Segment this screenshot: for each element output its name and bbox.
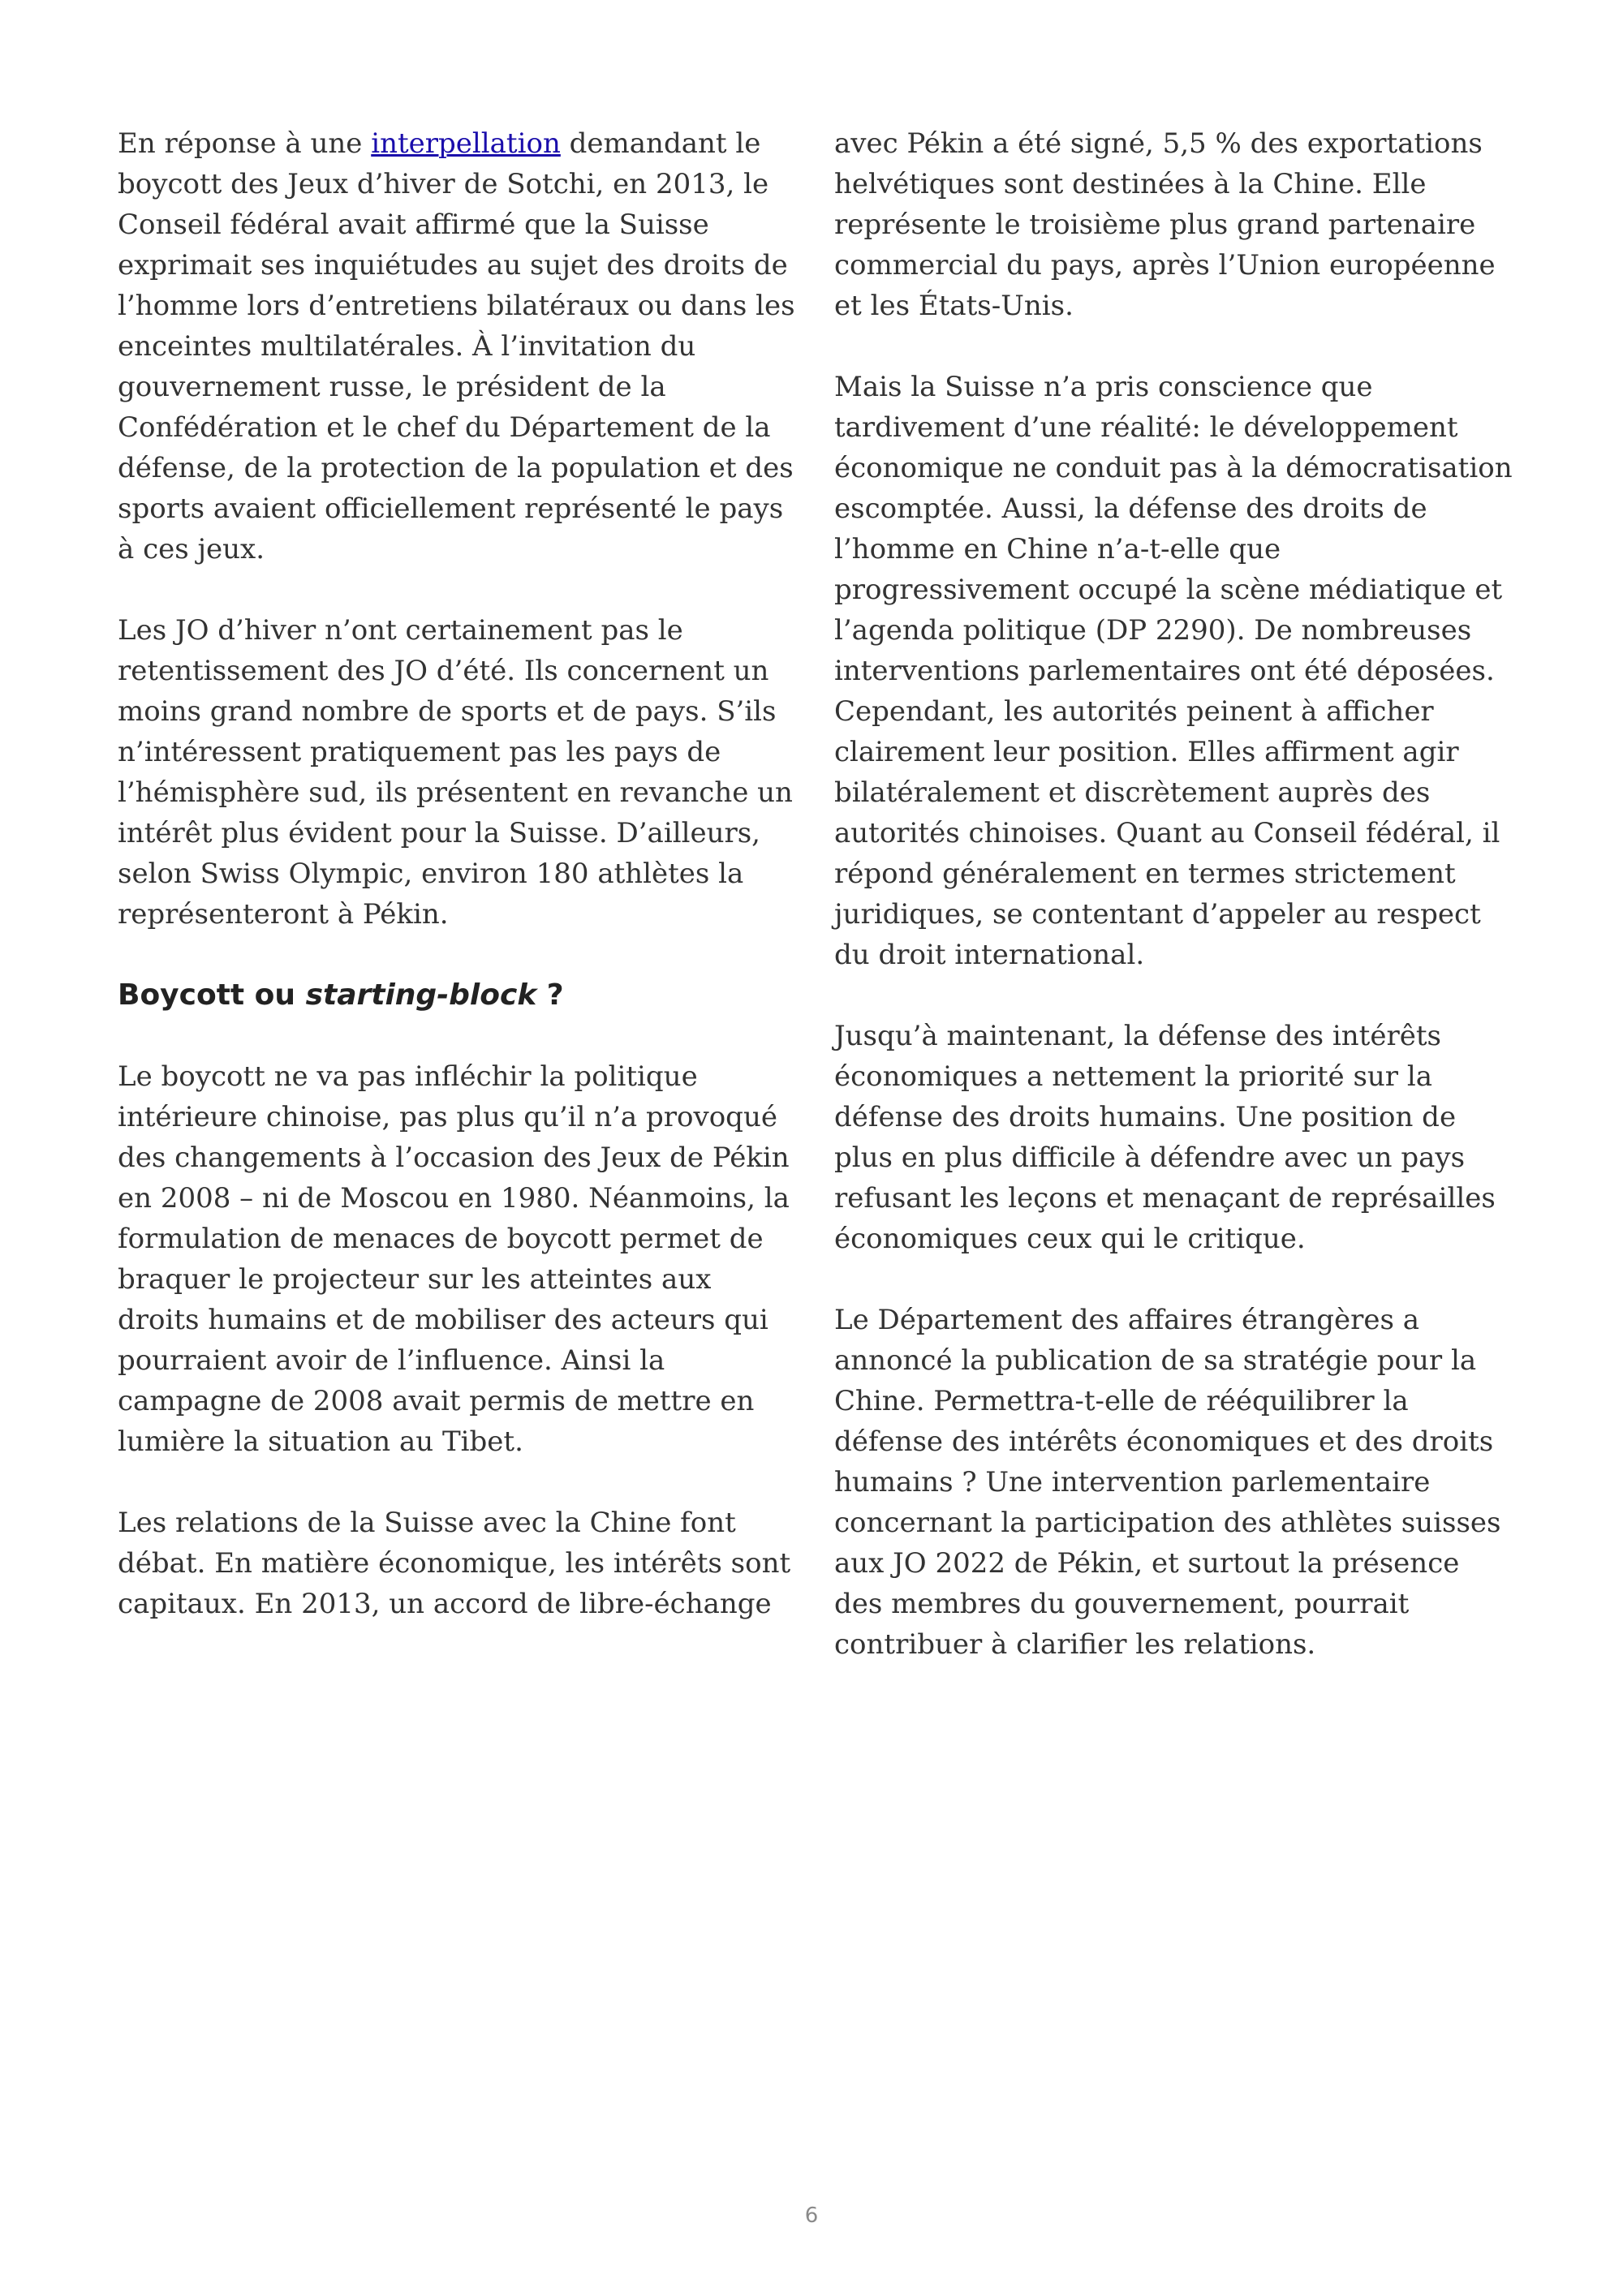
section-heading [118, 975, 799, 1016]
paragraph-sotchi-interpellation [118, 123, 799, 570]
heading-text: ? [536, 978, 564, 1012]
heading-text: Boycott ou [118, 978, 306, 1012]
right-column [834, 123, 1516, 1665]
paragraph-human-rights-awareness: Mais la Suisse n’a pris conscience que tardivement d’une réalité: le développement économique ne conduit pas à la démocratisation escomptée. Aussi, la défense des droits de l’homme en Chine n’a-t-elle que progressivement occupé la scène médiatique et l’agenda politique (DP 2290). De nombreuses interventions parlementaires ont été déposées. Cependant, les autorités peinent à afficher clairement leur position. Elles affirment agir bilatéralement et discrètement auprès des autorités chinoises. Quant au Conseil fédéral, il répond généralement en termes strictement juridiques, se contentant d’appeler au respect du droit international. [834, 371, 1513, 971]
page-number: 6 [804, 2204, 819, 2228]
interpellation-link[interactable]: interpellation [371, 127, 561, 160]
paragraph-economic-priority: Jusqu’à maintenant, la défense des intérêts économiques a nettement la priorité sur la défense des droits humains. Une position de plus en plus difficile à défendre avec un pays refusant les leçons et menaçant de représailles économiques ceux qui le critique. [834, 1020, 1496, 1255]
paragraph-foreign-affairs-strategy: Le Département des affaires étrangères a annoncé la publication de sa stratégie pour la Chine. Permettra-t-elle de rééquilibrer la défense des intérêts économiques et des droits humains ? Une intervention parlementaire concernant la participation des athlètes suisses aux JO 2022 de Pékin, et surtout la présence des membres du gouvernement, pourrait contribuer à clarifier les relations. [834, 1304, 1501, 1661]
paragraph-text: En réponse à une [118, 127, 372, 160]
paragraph-free-trade: avec Pékin a été signé, 5,5 % des exportations helvétiques sont destinées à la Chine. Elle représente le troisième plus grand partenaire commercial du pays, après l’Union européenne et les États-Unis. [834, 127, 1496, 322]
paragraph-winter-olympics: Les JO d’hiver n’ont certainement pas le retentissement des JO d’été. Ils concernent un moins grand nombre de sports et de pays. S’ils n’intéressent pratiquement pas les pays de l’hémisphère sud, ils présentent en revanche un intérêt plus évident pour la Suisse. D’ailleurs, selon Swiss Olympic, environ 180 athlètes la représenteront à Pékin. [118, 614, 793, 931]
paragraph-text: demandant le boycott des Jeux d’hiver de Sotchi, en 2013, le Conseil fédéral avait affirmé que la Suisse exprimait ses inquiétudes au sujet des droits de l’homme lors d’entretiens bilatéraux ou dans les enceintes multilatérales. À l’invitation du gouvernement russe, le président de la Confédération et le chef du Département de la défense, de la protection de la population et des sports avaient officiellement représenté le pays à ces jeux. [118, 127, 795, 565]
heading-italic-text: starting-block [305, 978, 537, 1012]
paragraph-boycott-impact: Le boycott ne va pas infléchir la politique intérieure chinoise, pas plus qu’il n’a provoqué des changements à l’occasion des Jeux de Pékin en 2008 – ni de Moscou en 1980. Néanmoins, la formulation de menaces de boycott permet de braquer le projecteur sur les atteintes aux droits humains et de mobiliser des acteurs qui pourraient avoir de l’influence. Ainsi la campagne de 2008 avait permis de mettre en lumière la situation au Tibet. [118, 1060, 790, 1458]
left-column [118, 123, 799, 1624]
paragraph-swiss-china-relations: Les relations de la Suisse avec la Chine font débat. En matière économique, les intérêts sont capitaux. En 2013, un accord de libre-échange [118, 1507, 791, 1620]
